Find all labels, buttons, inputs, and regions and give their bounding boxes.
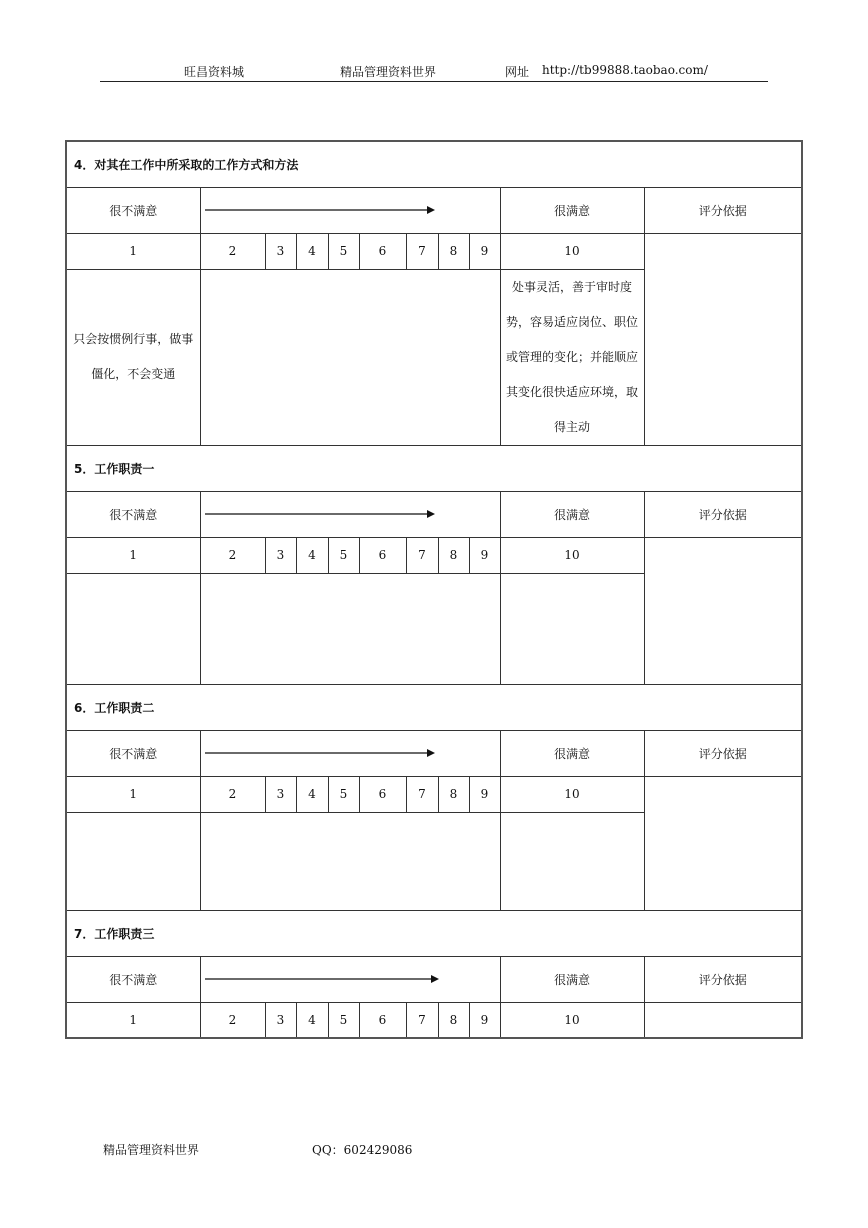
low-description[interactable] — [66, 812, 200, 910]
score-1[interactable]: 1 — [66, 537, 200, 573]
score-5[interactable]: 5 — [328, 1002, 359, 1038]
header-shop-name: 旺昌资料城 — [184, 65, 245, 79]
score-10[interactable]: 10 — [500, 1002, 644, 1038]
section-title: 5．工作职责一 — [66, 445, 802, 491]
basis-input[interactable] — [644, 776, 802, 910]
arrow-right-icon — [205, 205, 435, 215]
score-4[interactable]: 4 — [296, 233, 328, 269]
basis-input[interactable] — [644, 537, 802, 684]
high-rating-label: 很满意 — [500, 730, 644, 776]
score-9[interactable]: 9 — [469, 1002, 500, 1038]
scale-arrow — [200, 956, 500, 1002]
score-6[interactable]: 6 — [359, 776, 406, 812]
score-4[interactable]: 4 — [296, 1002, 328, 1038]
footer-world-name: 精品管理资料世界 — [103, 1143, 200, 1157]
basis-input[interactable] — [644, 233, 802, 445]
score-4[interactable]: 4 — [296, 537, 328, 573]
score-8[interactable]: 8 — [438, 776, 469, 812]
score-6[interactable]: 6 — [359, 233, 406, 269]
score-5[interactable]: 5 — [328, 233, 359, 269]
score-8[interactable]: 8 — [438, 233, 469, 269]
section-title: 6．工作职责二 — [66, 684, 802, 730]
high-rating-label: 很满意 — [500, 491, 644, 537]
score-1[interactable]: 1 — [66, 776, 200, 812]
score-7[interactable]: 7 — [406, 537, 438, 573]
score-1[interactable]: 1 — [66, 1002, 200, 1038]
score-3[interactable]: 3 — [265, 1002, 296, 1038]
score-9[interactable]: 9 — [469, 537, 500, 573]
high-description: 处事灵活，善于审时度势，容易适应岗位、职位或管理的变化；并能顺应其变化很快适应环境，取得主动 — [500, 269, 644, 445]
high-rating-label: 很满意 — [500, 956, 644, 1002]
arrow-right-icon — [205, 974, 439, 984]
low-rating-label: 很不满意 — [66, 187, 200, 233]
score-1[interactable]: 1 — [66, 233, 200, 269]
scale-arrow — [200, 730, 500, 776]
page-header — [100, 62, 768, 82]
section-title: 7．工作职责三 — [66, 910, 802, 956]
section-title: 4．对其在工作中所采取的工作方式和方法 — [66, 141, 802, 187]
header-world-name: 精品管理资料世界 — [340, 65, 437, 79]
score-2[interactable]: 2 — [200, 1002, 265, 1038]
score-9[interactable]: 9 — [469, 233, 500, 269]
high-description[interactable] — [500, 812, 644, 910]
middle-description[interactable] — [200, 812, 500, 910]
score-7[interactable]: 7 — [406, 1002, 438, 1038]
score-2[interactable]: 2 — [200, 233, 265, 269]
basis-label: 评分依据 — [644, 187, 802, 233]
basis-label: 评分依据 — [644, 956, 802, 1002]
score-10[interactable]: 10 — [500, 776, 644, 812]
score-3[interactable]: 3 — [265, 233, 296, 269]
score-3[interactable]: 3 — [265, 776, 296, 812]
header-url-label: 网址 — [505, 65, 530, 79]
header-url[interactable]: http://tb99888.taobao.com/ — [542, 63, 708, 77]
score-2[interactable]: 2 — [200, 776, 265, 812]
score-4[interactable]: 4 — [296, 776, 328, 812]
arrow-right-icon — [205, 748, 435, 758]
score-10[interactable]: 10 — [500, 537, 644, 573]
basis-label: 评分依据 — [644, 491, 802, 537]
low-rating-label: 很不满意 — [66, 956, 200, 1002]
scale-arrow — [200, 491, 500, 537]
low-rating-label: 很不满意 — [66, 730, 200, 776]
score-6[interactable]: 6 — [359, 1002, 406, 1038]
score-7[interactable]: 7 — [406, 233, 438, 269]
score-3[interactable]: 3 — [265, 537, 296, 573]
arrow-right-icon — [205, 509, 435, 519]
scale-arrow — [200, 187, 500, 233]
middle-description — [200, 269, 500, 445]
score-2[interactable]: 2 — [200, 537, 265, 573]
footer-qq: QQ：602429086 — [312, 1143, 413, 1157]
low-description[interactable] — [66, 573, 200, 684]
basis-label: 评分依据 — [644, 730, 802, 776]
score-5[interactable]: 5 — [328, 537, 359, 573]
score-8[interactable]: 8 — [438, 537, 469, 573]
score-9[interactable]: 9 — [469, 776, 500, 812]
basis-input[interactable] — [644, 1002, 802, 1038]
score-8[interactable]: 8 — [438, 1002, 469, 1038]
score-5[interactable]: 5 — [328, 776, 359, 812]
high-description[interactable] — [500, 573, 644, 684]
score-10[interactable]: 10 — [500, 233, 644, 269]
evaluation-form — [65, 140, 803, 1039]
low-rating-label: 很不满意 — [66, 491, 200, 537]
score-6[interactable]: 6 — [359, 537, 406, 573]
high-rating-label: 很满意 — [500, 187, 644, 233]
score-7[interactable]: 7 — [406, 776, 438, 812]
low-description: 只会按惯例行事，做事僵化，不会变通 — [66, 269, 200, 445]
middle-description[interactable] — [200, 573, 500, 684]
